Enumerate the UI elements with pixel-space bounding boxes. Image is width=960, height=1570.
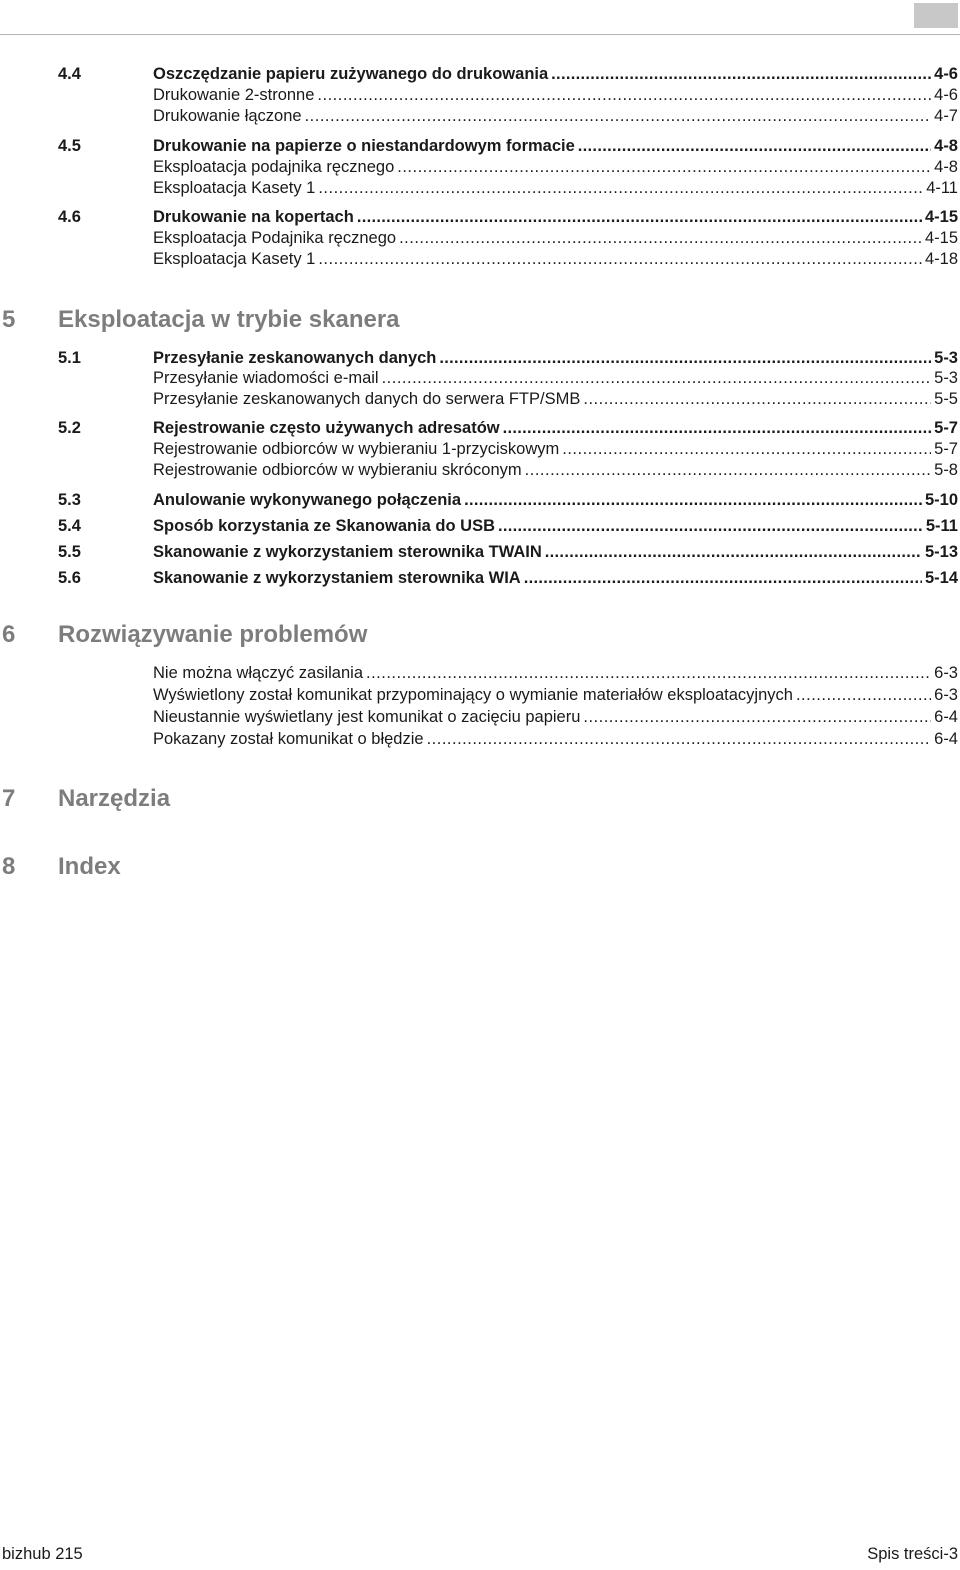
section-title: Skanowanie z wykorzystaniem sterownika TWAIN [153,543,542,561]
dot-leader [318,178,923,198]
section-title: Przesyłanie zeskanowanych danych do serwera FTP/SMB [153,390,581,408]
dot-leader [578,136,931,156]
chapter-heading-6[interactable] [0,617,960,653]
page-corner-tab [914,3,958,28]
page-number: 6-4 [934,708,958,726]
toc-subentry[interactable] [0,727,958,749]
page-number: 6-4 [934,730,958,748]
dot-leader [562,439,931,459]
section-number: 5.5 [58,543,81,561]
toc-subentry[interactable] [0,176,958,198]
chapter-number: 8 [2,853,16,880]
page-number: 5-10 [924,491,958,509]
toc-entry-4-6[interactable] [0,205,958,227]
section-title: Drukowanie 2-stronne [153,86,315,104]
page-number: 4-8 [934,158,958,176]
page-number: 4-7 [934,107,958,125]
section-title: Rejestrowanie odbiorców w wybieraniu 1-przyciskowym [153,440,560,458]
dot-leader [382,368,932,388]
section-title: Wyświetlony został komunikat przypominający o wymianie materiałów eksploatacyjnych [153,686,793,704]
page-number: 4-15 [924,208,958,226]
chapter-title: Index [58,853,121,880]
dot-leader [439,348,931,368]
dot-leader [397,157,931,177]
dot-leader [464,490,922,510]
dot-leader [305,106,932,126]
section-title: Drukowanie łączone [153,107,302,125]
section-title: Eksploatacja podajnika ręcznego [153,158,395,176]
section-title: Pokazany został komunikat o błędzie [153,730,424,748]
chapter-title: Eksploatacja w trybie skanera [58,306,400,333]
page-number: 5-5 [934,390,958,408]
page-number: 5-3 [934,349,958,367]
toc-entry-5-5[interactable] [0,540,958,562]
toc-subentry[interactable] [0,661,958,683]
footer-product-name: bizhub 215 [2,1545,83,1563]
dot-leader [366,663,931,683]
section-title: Nieustannie wyświetlany jest komunikat o zacięciu papieru [153,708,581,726]
chapter-heading-7[interactable] [0,781,960,817]
dot-leader [551,64,931,84]
dot-leader [318,249,922,269]
chapter-number: 7 [2,785,16,812]
page-number: 5-3 [934,369,958,387]
dot-leader [357,207,922,227]
page-number: 4-18 [924,250,958,268]
dot-leader [317,85,931,105]
toc-subentry[interactable] [0,247,958,269]
section-title: Nie można włączyć zasilania [153,664,363,682]
page-number: 6-3 [934,686,958,704]
toc-subentry[interactable] [0,83,958,105]
toc-entry-5-3[interactable] [0,488,958,510]
page-number: 4-15 [924,229,958,247]
toc-entry-5-2[interactable] [0,416,958,438]
header-rule [0,34,960,35]
dot-leader [399,228,922,248]
section-number: 4.5 [58,137,81,155]
toc-subentry[interactable] [0,705,958,727]
section-title: Przesyłanie zeskanowanych danych [153,349,437,367]
toc-subentry[interactable] [0,155,958,177]
section-title: Eksploatacja Kasety 1 [153,179,316,197]
dot-leader [583,707,931,727]
section-number: 5.1 [58,349,81,367]
dot-leader [427,729,932,749]
page-number: 4-11 [926,179,958,197]
section-title: Drukowanie na kopertach [153,208,354,226]
section-title: Anulowanie wykonywanego połączenia [153,491,462,509]
section-number: 5.3 [58,491,81,509]
dot-leader [545,542,922,562]
toc-entry-4-4[interactable] [0,62,958,84]
toc-entry-4-5[interactable] [0,134,958,156]
page-number: 4-6 [934,86,958,104]
section-title: Eksploatacja Kasety 1 [153,250,316,268]
section-title: Eksploatacja Podajnika ręcznego [153,229,397,247]
dot-leader [525,460,931,480]
section-number: 5.2 [58,419,81,437]
dot-leader [503,418,932,438]
chapter-title: Narzędzia [58,785,171,812]
page-number: 4-8 [934,137,958,155]
page-number: 5-7 [934,419,958,437]
toc-subentry[interactable] [0,437,958,459]
chapter-title: Rozwiązywanie problemów [58,621,368,648]
toc-subentry[interactable] [0,104,958,126]
section-title: Sposób korzystania ze Skanowania do USB [153,517,495,535]
toc-subentry[interactable] [0,366,958,388]
section-title: Drukowanie na papierze o niestandardowym formacie [153,137,575,155]
dot-leader [583,389,931,409]
toc-subentry[interactable] [0,226,958,248]
toc-subentry[interactable] [0,387,958,409]
chapter-number: 5 [2,306,16,333]
page-number: 4-6 [934,65,958,83]
page-number: 5-7 [934,440,958,458]
section-title: Przesyłanie wiadomości e-mail [153,369,379,387]
chapter-heading-5[interactable] [0,302,960,338]
page-footer [0,1545,958,1565]
section-number: 4.6 [58,208,81,226]
chapter-heading-8[interactable] [0,849,960,885]
chapter-number: 6 [2,621,16,648]
page-number: 5-8 [934,461,958,479]
toc-subentry[interactable] [0,458,958,480]
toc-entry-5-6[interactable] [0,566,958,588]
section-title: Rejestrowanie odbiorców w wybieraniu skróconym [153,461,522,479]
footer-page-label: Spis treści-3 [867,1545,958,1563]
section-number: 5.6 [58,569,81,587]
section-title: Oszczędzanie papieru zużywanego do drukowania [153,65,549,83]
toc-subentry[interactable] [0,683,958,705]
page-number: 5-14 [924,569,958,587]
section-number: 5.4 [58,517,81,535]
page-number: 5-11 [925,517,958,535]
dot-leader [524,568,922,588]
section-title: Rejestrowanie często używanych adresatów [153,419,500,437]
page-number: 6-3 [934,664,958,682]
dot-leader [796,685,931,705]
toc-entry-5-1[interactable] [0,346,958,368]
section-number: 4.4 [58,65,81,83]
section-title: Skanowanie z wykorzystaniem sterownika WIA [153,569,521,587]
dot-leader [498,516,923,536]
toc-entry-5-4[interactable] [0,514,958,536]
page-number: 5-13 [924,543,958,561]
